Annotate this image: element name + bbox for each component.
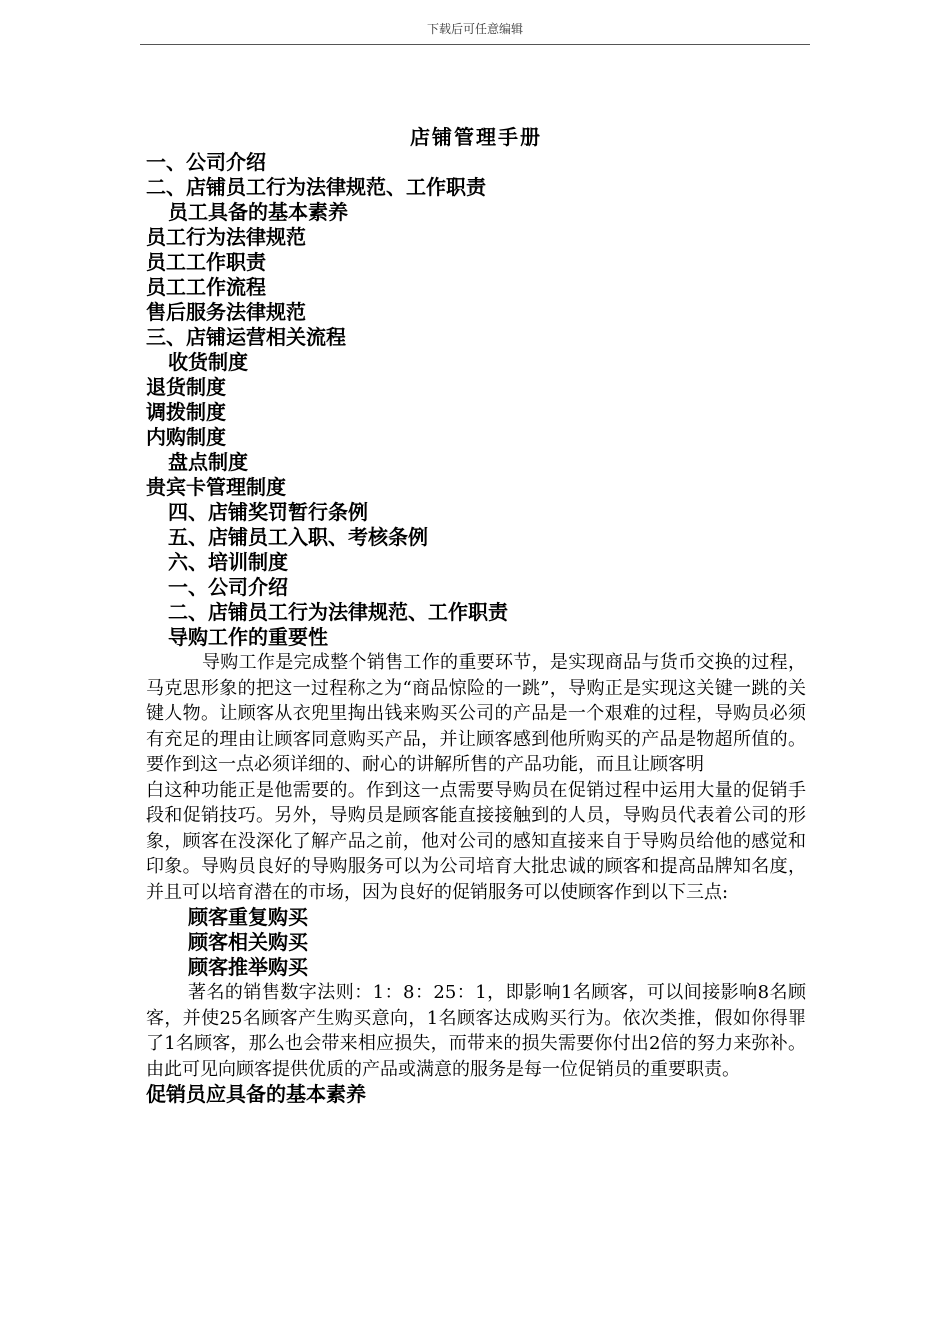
paragraph-continuation: 白这种功能正是他需要的。作到这一点需要导购员在促销过程中运用大量的促销手段和促销技巧。另外，导购员是顾客能直接接触到的人员，导购员代表着公司的形象，顾客在没深化了解产品之前，他对公司的感知直接来自于导购员给他的感觉和印象。导购员良好的导购服务可以为公司培育大批忠诚的顾客和提高品牌知名度，并且可以培育潜在的市场，因为良好的促销服务可以使顾客作到以下三点: bbox=[146, 779, 806, 903]
toc-item: 售后服务法律规范 bbox=[146, 300, 306, 324]
toc-item: 导购工作的重要性 bbox=[168, 625, 328, 649]
toc-item: 一、公司介绍 bbox=[146, 150, 266, 174]
toc-item: 退货制度 bbox=[146, 375, 226, 399]
toc-item: 四、店铺奖罚暂行条例 bbox=[168, 500, 368, 524]
document-body bbox=[146, 124, 806, 1107]
toc-item: 二、店铺员工行为法律规范、工作职责 bbox=[168, 600, 508, 624]
toc-item: 员工行为法律规范 bbox=[146, 225, 306, 249]
paragraph-sales-rule: 著名的销售数字法则：1：8：25：1，即影响1名顾客，可以间接影响8名顾客，并使25名顾客产生购买意向，1名顾客达成购买行为。依次类推，假如你得罪了1名顾客，那么也会带来相应损失，而带来的损失需要你付出2倍的努力来弥补。由此可见向顾客提供优质的产品或满意的服务是每一位促销员的重要职责。 bbox=[146, 982, 806, 1080]
toc-item: 贵宾卡管理制度 bbox=[146, 475, 286, 499]
toc-item: 盘点制度 bbox=[168, 450, 248, 474]
section-heading: 促销员应具备的基本素养 bbox=[146, 1082, 366, 1106]
toc-item: 六、培训制度 bbox=[168, 550, 288, 574]
points-list bbox=[146, 905, 806, 980]
toc-item: 收货制度 bbox=[168, 350, 248, 374]
toc-item: 一、公司介绍 bbox=[168, 575, 288, 599]
toc-item: 员工工作流程 bbox=[146, 275, 266, 299]
paragraph-importance: 导购工作是完成整个销售工作的重要环节，是实现商品与货币交换的过程，马克思形象的把这一过程称之为“商品惊险的一跳”，导购正是实现这关键一跳的关键人物。让顾客从衣兜里掏出钱来购买公司的产品是一个艰难的过程，导购员必须有充足的理由让顾客同意购买产品，并让顾客感到他所购买的产品是物超所值的。要作到这一点必须详细的、耐心的讲解所售的产品功能，而且让顾客明 bbox=[146, 652, 806, 775]
toc-item: 员工工作职责 bbox=[146, 250, 266, 274]
header-divider bbox=[140, 44, 810, 45]
toc-item: 三、店铺运营相关流程 bbox=[146, 325, 346, 349]
toc-item: 内购制度 bbox=[146, 425, 226, 449]
page-header-note: 下载后可任意编辑 bbox=[426, 22, 523, 36]
toc-item: 员工具备的基本素养 bbox=[168, 200, 348, 224]
table-of-contents bbox=[146, 150, 806, 650]
toc-item: 二、店铺员工行为法律规范、工作职责 bbox=[146, 175, 486, 199]
toc-item: 调拨制度 bbox=[146, 400, 226, 424]
document-title: 店铺管理手册 bbox=[410, 125, 542, 149]
list-item: 顾客相关购买 bbox=[188, 930, 308, 954]
list-item: 顾客推举购买 bbox=[188, 955, 308, 979]
toc-item: 五、店铺员工入职、考核条例 bbox=[168, 525, 428, 549]
list-item: 顾客重复购买 bbox=[188, 905, 308, 929]
